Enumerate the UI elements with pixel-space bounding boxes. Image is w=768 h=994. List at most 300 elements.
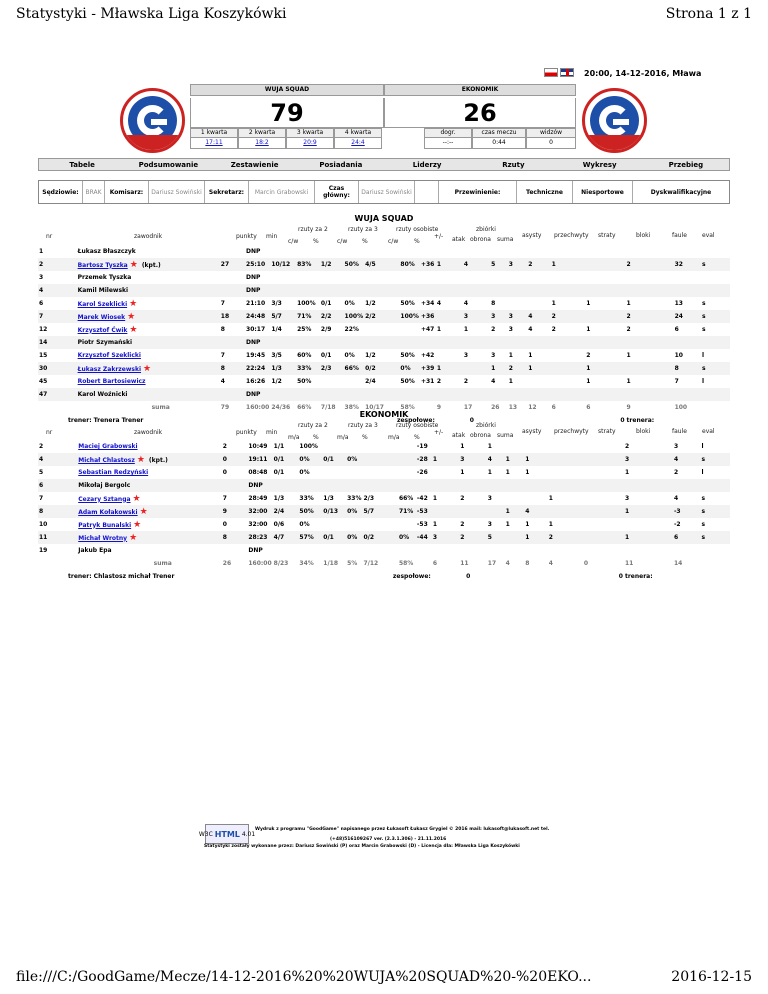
player-name: Karol Woźnicki (77, 388, 220, 401)
tab-tabele[interactable]: Tabele (69, 161, 95, 169)
stat-cell: 5 (490, 258, 508, 271)
stat-cell: DNP (247, 479, 272, 492)
stat-cell (585, 284, 625, 297)
player-number: 8 (38, 505, 77, 518)
stat-cell: 13 (674, 300, 683, 307)
stat-cell (490, 271, 508, 284)
total-value: 11 (460, 560, 469, 567)
tab-posiadania[interactable]: Posiadania (319, 161, 363, 169)
quarter-label: 3 kwarta (286, 128, 334, 138)
stat-cell: 0% (299, 521, 310, 528)
stat-cell: -44 (416, 531, 432, 544)
stat-cell (583, 492, 624, 505)
stat-cell (527, 271, 550, 284)
stat-cell: 4 (673, 453, 701, 466)
quarter-score-link[interactable]: 18:2 (255, 139, 269, 146)
stat-cell (701, 388, 730, 401)
stat-cell (398, 544, 416, 557)
stat-cell (320, 284, 344, 297)
stat-cell (298, 544, 322, 557)
stat-cell (527, 284, 550, 297)
stat-cell (463, 245, 490, 258)
stat-cell (362, 466, 397, 479)
stat-cell: 2 (626, 326, 631, 333)
column-header: rzuty za 2 (298, 226, 328, 233)
stat-cell: 0% (299, 469, 310, 476)
stat-cell: 1 (626, 378, 631, 385)
starter-star-icon: ★ (143, 363, 152, 374)
stat-cell (674, 245, 701, 258)
player-link[interactable]: Sebastian Redzyński (78, 469, 149, 476)
stat-cell: 33% (299, 495, 314, 502)
stat-cell (487, 505, 505, 518)
stat-cell (296, 336, 320, 349)
stat-cell: s (701, 310, 730, 323)
quarter-label: 4 kwarta (334, 128, 382, 138)
stat-cell (436, 310, 463, 323)
stat-cell: l (701, 443, 704, 450)
stat-cell: s (701, 521, 706, 528)
match-datetime: 20:00, 14-12-2016, Mława (584, 69, 702, 78)
stat-cell: 1 (551, 258, 586, 271)
officials-bar (38, 180, 730, 204)
quarter-score[interactable] (334, 138, 382, 149)
stat-cell: 3 (624, 453, 673, 466)
starter-star-icon: ★ (127, 311, 136, 322)
quarter-score-link[interactable]: 17:11 (205, 139, 223, 146)
total-value: 34% (299, 560, 314, 567)
stat-cell (673, 479, 701, 492)
html-text: HTML (214, 829, 240, 839)
starter-star-icon: ★ (132, 493, 141, 504)
stat-cell: DNP (246, 274, 261, 281)
stat-cell: 1 (524, 453, 548, 466)
stat-cell (296, 388, 320, 401)
stat-cell (505, 479, 525, 492)
stat-cell: 80% (399, 258, 420, 271)
total-value: 12 (528, 404, 537, 411)
stat-cell: 1 (463, 326, 469, 333)
quarter-score[interactable] (238, 138, 286, 149)
column-header: faule (672, 428, 687, 435)
player-row (38, 310, 730, 323)
player-row (38, 505, 730, 518)
player-number: 4 (38, 284, 77, 297)
stat-cell (296, 284, 320, 297)
player-number: 19 (39, 547, 48, 554)
polish-flag-icon[interactable] (544, 68, 558, 77)
stat-cell (296, 245, 320, 258)
stat-cell (548, 544, 583, 557)
game-time-value: 0:44 (472, 138, 526, 149)
totals-label: suma (151, 404, 170, 411)
stat-cell (527, 375, 550, 388)
total-value: 8 (525, 560, 530, 567)
stat-cell (436, 349, 463, 362)
stat-cell (551, 245, 586, 258)
stat-cell: +34 (420, 300, 435, 307)
stat-cell (585, 271, 625, 284)
stat-cell: 4/5 (364, 258, 399, 271)
tab-przebieg[interactable]: Przebieg (668, 161, 704, 169)
total-value: 11 (624, 560, 634, 567)
total-value: 100 (674, 404, 688, 411)
player-row (38, 544, 730, 557)
player-row (38, 284, 730, 297)
column-header: zawodnik (134, 233, 163, 240)
column-header: zbiórki (476, 422, 496, 429)
stat-cell (416, 544, 432, 557)
stat-cell (490, 284, 508, 297)
stat-cell: 2 (548, 531, 583, 544)
quarter-score-link[interactable]: 24:4 (351, 139, 365, 146)
column-header: rzuty osobiste (396, 422, 439, 429)
stat-cell (270, 284, 296, 297)
stat-cell (508, 245, 528, 258)
starter-star-icon: ★ (139, 506, 148, 517)
stat-cell: 2/2 (364, 310, 399, 323)
stat-cell (508, 284, 528, 297)
stat-cell (220, 271, 245, 284)
quarter-score[interactable] (190, 138, 238, 149)
player-row (38, 492, 730, 505)
stat-cell (222, 544, 248, 557)
stat-cell: 0/13 (322, 505, 346, 518)
stat-cell (220, 336, 245, 349)
stat-cell: 10:49 (248, 443, 268, 450)
column-header: straty (598, 232, 616, 239)
stat-cell: 8 (674, 362, 701, 375)
stat-cell: 2 (626, 310, 674, 323)
player-link[interactable]: Marek Wiosek (77, 313, 126, 321)
stat-cell: 1 (551, 300, 556, 307)
overtime-value: --:-- (424, 138, 472, 149)
stat-cell: 3 (491, 352, 496, 359)
stat-cell (624, 479, 673, 492)
player-number: 47 (38, 388, 77, 401)
stat-cell (322, 466, 346, 479)
stat-cell: 2/4 (365, 378, 376, 385)
stat-cell: 50% (298, 505, 322, 518)
stat-cell (585, 388, 625, 401)
total-value: 6 (551, 404, 556, 411)
spectators-value: 0 (526, 138, 576, 149)
stat-cell: 19:11 (247, 453, 272, 466)
quarter-label: 1 kwarta (190, 128, 238, 138)
stat-cell: 2 (551, 310, 586, 323)
stat-cell: 2 (527, 258, 550, 271)
technical-label: Techniczne (517, 181, 573, 203)
stat-cell: 1 (505, 469, 510, 476)
stat-cell: DNP (248, 547, 263, 554)
stat-cell (344, 245, 365, 258)
stat-cell: 0/1 (320, 352, 332, 359)
stat-cell (320, 245, 344, 258)
stat-cell (298, 479, 322, 492)
stat-cell (701, 336, 730, 349)
player-link[interactable]: Bartosz Tyszka (77, 261, 128, 269)
uk-flag-icon[interactable] (560, 68, 574, 77)
stat-cell: 4/7 (273, 531, 299, 544)
stat-cell: 2 (460, 495, 465, 502)
team-value: 0 (466, 573, 471, 580)
stat-cell: 1 (548, 495, 553, 502)
column-header: asysty (522, 232, 542, 239)
stat-cell: 4 (491, 378, 496, 385)
player-number: 1 (39, 248, 44, 255)
coach-name: trener: Chlastosz michał Trener (68, 573, 175, 580)
away-team-name: EKONOMIK (384, 84, 576, 96)
column-header: nr (46, 233, 53, 240)
total-value: 4 (548, 560, 553, 567)
column-header: rzuty za 3 (348, 226, 378, 233)
stat-cell: 3 (459, 453, 487, 466)
tab-podsumowanie[interactable]: Podsumowanie (138, 161, 199, 169)
stat-cell (399, 271, 420, 284)
stat-cell: 21:10 (246, 300, 266, 307)
stat-cell: 8 (222, 531, 248, 544)
stat-cell (344, 271, 365, 284)
stat-cell: 0/1 (320, 300, 332, 307)
starter-star-icon: ★ (129, 532, 138, 543)
stat-cell: 0/1 (273, 453, 299, 466)
stat-cell (463, 284, 490, 297)
stat-cell (490, 245, 508, 258)
player-link[interactable]: Krzysztof Ćwik (77, 326, 128, 334)
column-header: rzuty za 3 (348, 422, 378, 429)
stat-cell (398, 479, 416, 492)
player-number: 12 (39, 326, 48, 333)
column-header: % (362, 434, 368, 441)
stat-cell (322, 440, 346, 453)
stat-cell (583, 466, 624, 479)
column-header: min (266, 429, 278, 436)
stat-cell: 2 (586, 352, 591, 359)
stat-cell (420, 271, 436, 284)
stat-cell (674, 336, 701, 349)
stat-cell: 66% (398, 495, 414, 502)
stat-cell (626, 362, 674, 375)
total-value: 58% (398, 560, 414, 567)
stat-cell (436, 388, 463, 401)
language-flags (544, 68, 574, 77)
w3c-html-badge[interactable] (198, 824, 256, 844)
player-link[interactable]: Cezary Sztanga (78, 495, 131, 503)
stat-cell: 3 (487, 521, 492, 528)
stat-cell (362, 544, 397, 557)
home-score: 79 (190, 98, 384, 128)
stat-cell (551, 284, 586, 297)
stat-cell (320, 375, 344, 388)
stat-cell (674, 271, 701, 284)
stat-cell: s (700, 453, 730, 466)
stat-cell: 1/1 (273, 443, 285, 450)
stat-cell: 50% (400, 300, 415, 307)
stat-cell: 3 (508, 310, 528, 323)
stat-cell: 1 (505, 521, 510, 528)
stat-cell: 3 (673, 443, 679, 450)
stat-cell (436, 336, 463, 349)
stat-cell: -3 (673, 505, 701, 518)
stat-cell: 0/1 (322, 453, 346, 466)
stat-cell: 1 (586, 326, 591, 333)
stat-cell: 9 (222, 505, 248, 518)
home-stats-table (38, 245, 730, 427)
player-link[interactable]: Karol Szeklicki (77, 300, 128, 308)
tab-wykresy[interactable]: Wykresy (582, 161, 617, 169)
stat-cell: 4 (527, 310, 550, 323)
column-header: suma (497, 432, 514, 439)
player-name: Mikołaj Bergolc (77, 479, 222, 492)
stat-cell (220, 388, 245, 401)
player-name (77, 258, 220, 271)
stat-cell: l (701, 469, 704, 476)
stat-cell (551, 271, 586, 284)
spectators-label: widzów (526, 128, 576, 138)
home-team-name: WUJA SQUAD (190, 84, 384, 96)
stat-cell (416, 479, 432, 492)
player-link[interactable]: Michał Wrotny (78, 534, 128, 542)
stat-cell: 2 (673, 469, 679, 476)
stat-cell (527, 297, 550, 310)
stat-cell: 3 (487, 495, 492, 502)
stat-cell: 3 (432, 531, 459, 544)
total-value: 24/36 (271, 404, 291, 411)
stat-cell (585, 336, 625, 349)
player-link[interactable]: Krzysztof Szeklicki (77, 352, 141, 359)
player-link[interactable]: Robert Bartosiewicz (77, 378, 146, 385)
stat-cell: 1 (624, 531, 673, 544)
stat-cell (548, 440, 583, 453)
stat-cell (583, 479, 624, 492)
player-link[interactable]: Adam Kołakowski (78, 508, 138, 516)
stat-cell: 71% (398, 505, 416, 518)
stat-cell: -28 (416, 453, 432, 466)
player-number: 30 (38, 362, 77, 375)
stat-cell: -53 (416, 521, 428, 528)
stat-cell (701, 245, 730, 258)
total-value: 160:00 (248, 560, 272, 567)
stat-cell: 100% (399, 310, 420, 323)
stat-cell: 83% (296, 258, 320, 271)
player-link[interactable]: Patryk Bunalski (78, 521, 132, 529)
column-header: % (414, 238, 420, 245)
player-row (38, 453, 730, 466)
stat-cell: 0% (298, 453, 322, 466)
stat-cell (674, 388, 701, 401)
player-link[interactable]: Michał Chlastosz (78, 456, 135, 464)
stat-cell (220, 245, 245, 258)
tab-rzuty[interactable]: Rzuty (502, 161, 525, 169)
stat-cell: 1 (487, 443, 492, 450)
tab-liderzy[interactable]: Liderzy (412, 161, 442, 169)
total-value: 6 (432, 560, 437, 567)
away-section-title: EKONOMIK (359, 410, 409, 419)
referees-label: Sędziowie: (39, 181, 83, 203)
stat-cell: s (701, 258, 730, 271)
player-number: 6 (38, 479, 77, 492)
stat-cell (487, 544, 505, 557)
total-value: 7/18 (320, 404, 336, 411)
stat-cell (463, 271, 490, 284)
disqualifying-label: Dyskwalifikacyjne (650, 188, 712, 196)
stat-cell (296, 271, 320, 284)
stat-cell (362, 518, 397, 531)
stat-cell: 4 (436, 300, 442, 307)
stat-cell: 1 (432, 453, 459, 466)
stat-cell: 1 (436, 362, 463, 375)
stat-cell: 0% (398, 531, 416, 544)
total-value: 9 (626, 404, 631, 411)
column-header: c/w (337, 238, 348, 245)
stat-cell: 4 (524, 505, 548, 518)
player-name (77, 505, 222, 518)
player-number: 10 (39, 521, 48, 528)
stat-cell: 32:00 (248, 521, 268, 528)
stat-cell: 2 (624, 443, 630, 450)
stat-cell: +39 (420, 362, 436, 375)
quarter-score-link[interactable]: 20:9 (303, 139, 317, 146)
stat-cell (548, 466, 583, 479)
stat-cell: 8 (220, 362, 245, 375)
stat-cell (362, 479, 397, 492)
stat-cell: 3 (490, 310, 508, 323)
stat-cell: 1 (505, 453, 525, 466)
stat-cell: 1 (527, 362, 550, 375)
stat-cell (508, 336, 528, 349)
column-header: c/w (288, 238, 299, 245)
stat-cell (674, 284, 701, 297)
stat-cell: 3 (463, 352, 469, 359)
stat-cell: 1 (626, 300, 631, 307)
column-header: eval (702, 428, 715, 435)
stat-cell: 100% (344, 310, 365, 323)
total-value: 6 (586, 404, 591, 411)
stat-cell (364, 388, 399, 401)
stat-cell: 60% (297, 352, 312, 359)
stat-cell (344, 375, 365, 388)
player-link[interactable]: Maciej Grabowski (78, 443, 138, 450)
stat-cell: s (700, 505, 730, 518)
column-header: faule (672, 232, 687, 239)
stat-cell: -53 (416, 505, 432, 518)
stat-cell: 1 (525, 521, 530, 528)
captain-mark: (kpt.) (141, 261, 161, 269)
player-row (38, 375, 730, 388)
fouls-label: Przewinienie: (439, 181, 517, 203)
stat-cell (626, 336, 674, 349)
column-header: punkty (236, 233, 257, 240)
player-row (38, 297, 730, 310)
tab-zestawienie[interactable]: Zestawienie (230, 161, 279, 169)
stat-cell (346, 466, 362, 479)
stat-cell (548, 453, 583, 466)
stat-cell: 2/9 (320, 326, 332, 333)
stat-cell (463, 362, 490, 375)
stat-cell: 1 (524, 531, 548, 544)
player-link[interactable]: Łukasz Zakrzewski (77, 365, 141, 373)
stat-cell: 0% (346, 453, 362, 466)
stat-cell (548, 479, 583, 492)
stat-cell: 7 (220, 352, 225, 359)
stat-cell: 0% (344, 352, 355, 359)
player-name: Jakub Epa (78, 547, 112, 554)
quarter-score[interactable] (286, 138, 334, 149)
stat-cell: 66% (344, 362, 365, 375)
captain-mark: (kpt.) (148, 456, 168, 464)
stat-cell: 0% (399, 362, 420, 375)
stat-cell (673, 544, 701, 557)
